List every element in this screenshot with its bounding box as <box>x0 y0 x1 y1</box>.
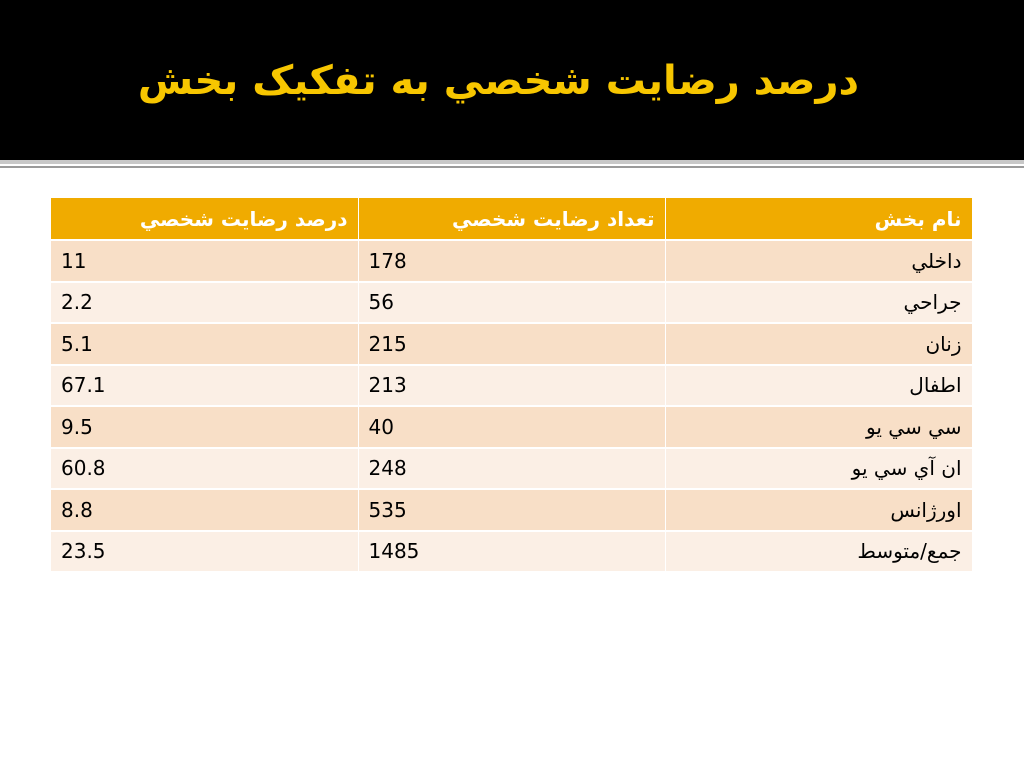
cell-percent: 2.2 <box>51 282 358 324</box>
cell-percent: 23.5 <box>51 531 358 573</box>
cell-department: ان آي سي يو <box>665 448 972 490</box>
cell-percent: 67.1 <box>51 365 358 407</box>
satisfaction-table <box>51 198 973 573</box>
table-row <box>51 323 972 365</box>
cell-percent: 11 <box>51 240 358 282</box>
cell-percent: 60.8 <box>51 448 358 490</box>
header-percent: درصد رضايت شخصي <box>51 198 358 240</box>
cell-count: 213 <box>358 365 665 407</box>
cell-count: 215 <box>358 323 665 365</box>
cell-percent: 8.8 <box>51 489 358 531</box>
header-department: نام بخش <box>665 198 972 240</box>
cell-percent: 5.1 <box>51 323 358 365</box>
table-row <box>51 365 972 407</box>
table-row <box>51 240 972 282</box>
cell-department: جمع/متوسط <box>665 531 972 573</box>
cell-department: اورژانس <box>665 489 972 531</box>
table-row <box>51 406 972 448</box>
table-row <box>51 448 972 490</box>
cell-count: 40 <box>358 406 665 448</box>
cell-department: جراحي <box>665 282 972 324</box>
cell-percent: 9.5 <box>51 406 358 448</box>
cell-count: 248 <box>358 448 665 490</box>
table-row <box>51 489 972 531</box>
cell-count: 178 <box>358 240 665 282</box>
title-bar <box>0 0 1024 160</box>
divider-line-thin <box>0 166 1024 168</box>
cell-department: اطفال <box>665 365 972 407</box>
cell-department: داخلي <box>665 240 972 282</box>
header-count: تعداد رضايت شخصي <box>358 198 665 240</box>
cell-department: سي سي يو <box>665 406 972 448</box>
cell-count: 535 <box>358 489 665 531</box>
slide-title: درصد رضايت شخصي به تفکيک بخش <box>137 58 859 104</box>
table-row-total <box>51 531 972 573</box>
cell-count: 56 <box>358 282 665 324</box>
cell-department: زنان <box>665 323 972 365</box>
table-header-row <box>51 198 972 240</box>
cell-count: 1485 <box>358 531 665 573</box>
table-row <box>51 282 972 324</box>
divider-line <box>0 160 1024 164</box>
